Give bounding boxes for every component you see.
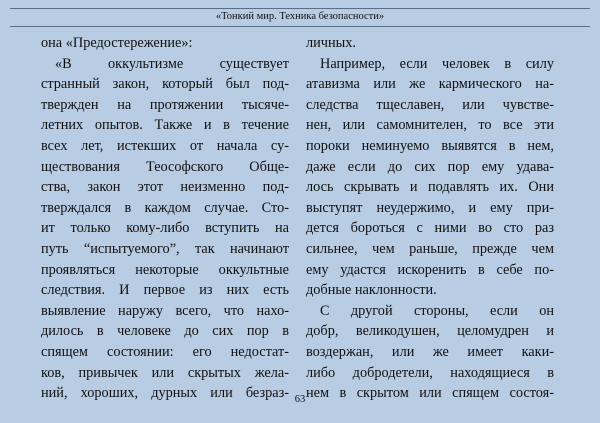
text-line: «В оккультизме существует [55, 55, 289, 72]
text-line: проявляться некоторые оккультные [41, 261, 289, 278]
text-line: пороки неминуемо выявятся в нем, [306, 137, 554, 154]
running-header: «Тонкий мир. Техника безопасности» [215, 11, 385, 22]
text-line: твержден на протяжении тысяче- [41, 96, 289, 113]
text-line: она «Предостережение»: [41, 35, 193, 51]
text-line: личных. [306, 35, 356, 51]
text-line: следства тщеславен, или чувстве- [306, 96, 554, 113]
text-line: атавизма или же кармического на- [306, 76, 554, 93]
text-line: нем в скрытом или спящем состоя- [306, 385, 554, 402]
text-line: всех лет, истекших от начала су- [41, 137, 289, 154]
text-line: либо добродетели, находящиеся в [306, 364, 554, 381]
text-line: ства, закон этот неизменно под- [41, 179, 289, 196]
text-line: путь “испытуемого”, так начинают [41, 240, 289, 257]
text-line: ществования Теософского Обще- [41, 158, 289, 175]
text-line: даже если до сих пор ему удава- [306, 158, 554, 175]
text-line: следствия. И первое из них есть [41, 282, 289, 299]
text-line: ков, привычек или скрытых жела- [41, 364, 289, 381]
text-line: ит только кому-либо вступить на [41, 220, 289, 237]
header-top-rule [10, 8, 590, 9]
text-line: Например, если человек в силу [320, 55, 554, 72]
text-line: лось скрывать и подавлять их. Они [306, 179, 554, 196]
text-line: добр, великодушен, целомудрен и [306, 323, 554, 340]
text-line: ему удастся искоренить в себе по- [306, 261, 554, 278]
right-text-column [306, 33, 554, 404]
text-line: выступят неудержимо, и ему при- [306, 199, 554, 216]
text-line: воздержан, или же имеет каки- [306, 343, 554, 360]
text-line: спящем состоянии: его недостат- [41, 343, 289, 360]
text-line: сильнее, чем раньше, прежде чем [306, 240, 554, 257]
header-bottom-rule [10, 26, 590, 27]
text-line: летних опытов. Также и в течение [41, 117, 289, 134]
left-text-column [41, 33, 289, 404]
text-line: нен, или самомнителен, то все эти [306, 117, 554, 134]
text-line: дилось в человеке до сих пор в [41, 323, 289, 340]
text-line: дется бороться с ними во сто раз [306, 220, 554, 237]
text-line: ний, хороших, дурных или безраз- [41, 385, 289, 402]
text-line: тверждался в каждом случае. Сто- [41, 199, 289, 216]
text-line: выявление наружу всего, что нахо- [41, 302, 289, 319]
text-line: странный закон, который был под- [41, 76, 289, 93]
text-line: добные наклонности. [306, 282, 437, 299]
page-number: 63 [294, 394, 306, 405]
text-line: С другой стороны, если он [320, 302, 554, 319]
